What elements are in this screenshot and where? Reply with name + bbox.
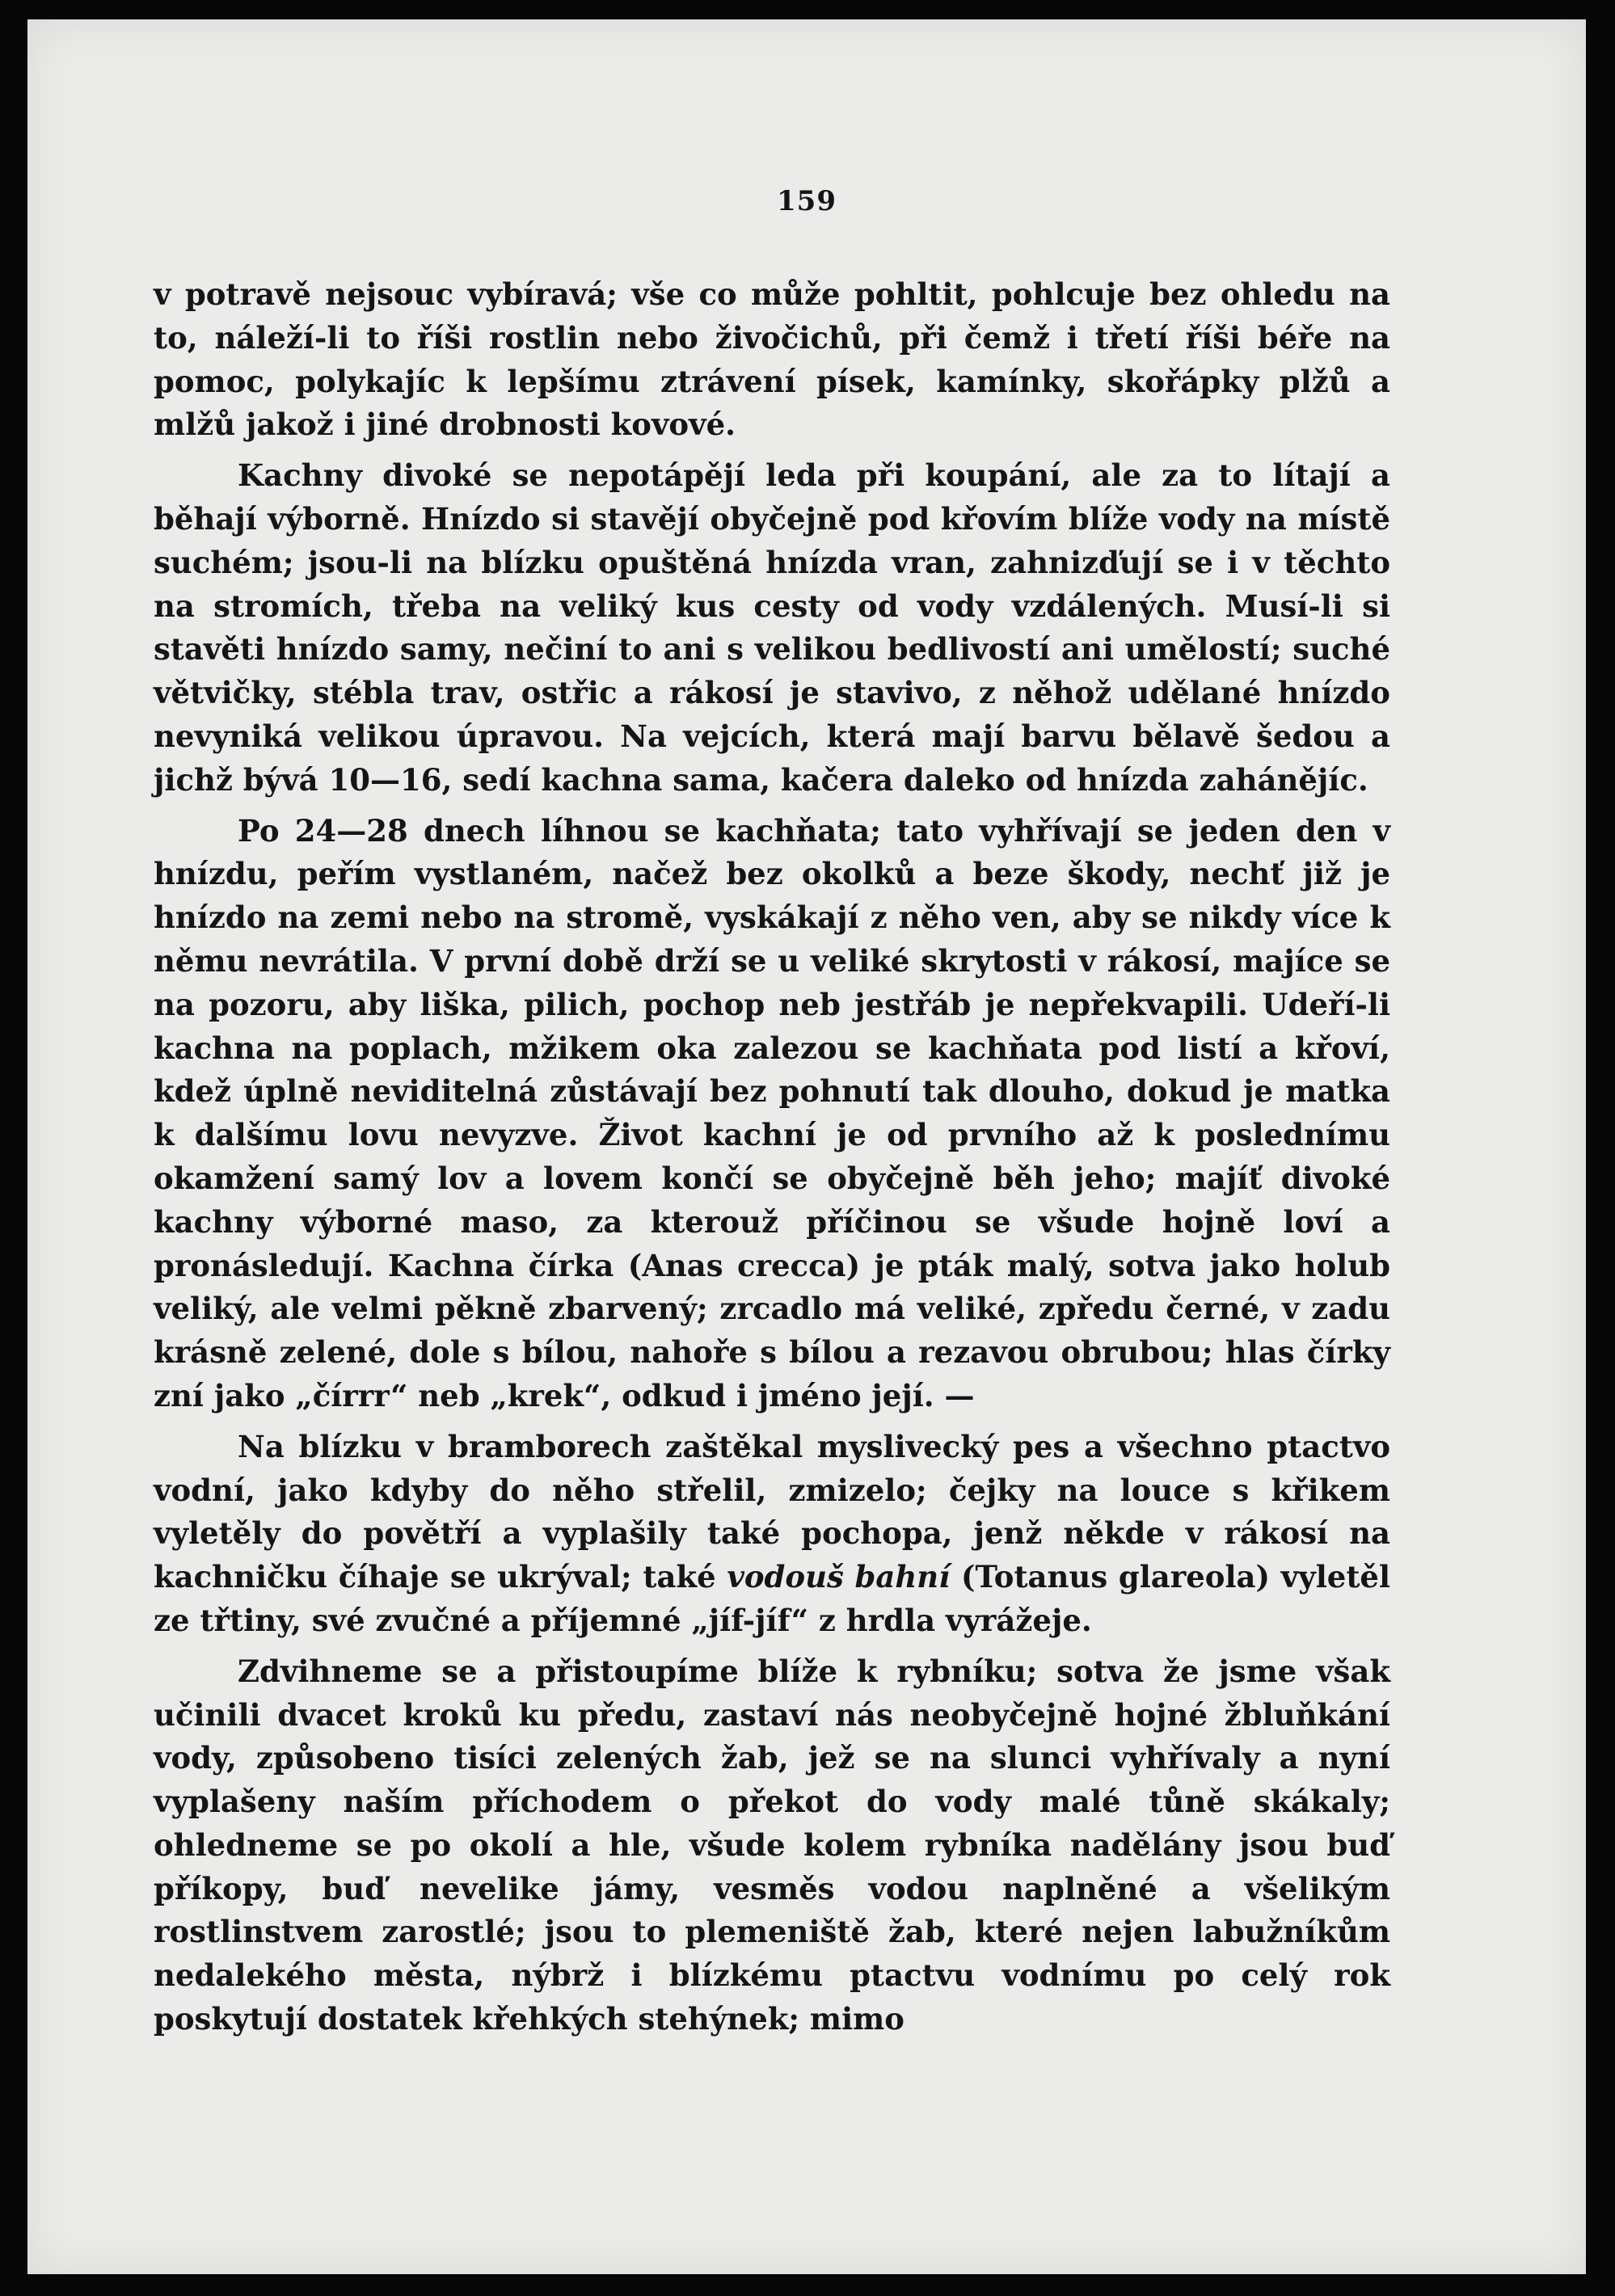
- paragraph-text: Kachny divoké se nepotápějí leda při koupání, ale za to lítají a běhají výborně. Hnízdo si stavějí obyčejně pod křovím blíže vody na místě suchém; jsou-li na blízku opuštěná hnízda vran, zahnizďují se i v těchto na stromích, třeba na veliký kus cesty od vody vzdálených. Musí-li si stavěti hnízdo samy, nečiní to ani s velikou bedlivostí ani umělostí; suché větvičky, stébla trav, ostřic a rákosí je stavivo, z něhož udělané hnízdo nevyniká velikou úpravou. Na vejcích, která mají barvu bělavě šedou a jichž bývá 10—16, sedí kachna sama, kačera daleko od hnízda zahánějíc.: [154, 457, 1390, 798]
- paragraph: [154, 273, 1390, 447]
- paragraph-text: v potravě nejsouc vybíravá; vše co může pohltit, pohlcuje bez ohledu na to, náleží-li to říši rostlin nebo živočichů, při čemž i třetí říši béře na pomoc, polykajíc k lepšímu ztrávení písek, kamínky, skořápky plžů a mlžů jakož i jiné drobnosti kovové.: [154, 276, 1390, 443]
- paragraph: [154, 1650, 1390, 2041]
- paragraph-text: Zdvihneme se a přistoupíme blíže k rybníku; sotva že jsme však učinili dvacet kroků ku předu, zastaví nás neobyčejně hojné žbluňkání vody, způsobeno tisíci zelených žab, jež se na slunci vyhřívaly a nyní vyplašeny naším příchodem o překot do vody malé tůně skákaly; ohledneme se po okolí a hle, všude kolem rybníka nadělány jsou buď příkopy, buď nevelike jámy, vesměs vodou naplněné a všelikým rostlinstvem zarostlé; jsou to plemeniště žab, které nejen labužníkům nedalekého města, nýbrž i blízkému ptactvu vodnímu po celý rok poskytují dostatek křehkých stehýnek; mimo: [154, 1653, 1390, 2037]
- page-number: 159: [777, 185, 837, 217]
- paragraph-text: (Totanus glareola) vyletěl ze třtiny, své zvučné a příjemné „jíf-jíf“ z hrdla vyrážeje.: [154, 1559, 1391, 1638]
- body-text: [154, 273, 1390, 2049]
- paragraph-text: Na blízku v bramborech zaštěkal myslivecký pes a všechno ptactvo vodní, jako kdyby do něho střelil, zmizelo; čejky na louce s křikem vyletěly do povětří a vyplašily také pochopa, jenž někde v rákosí na kachničku číhaje se ukrýval; také: [154, 1428, 1390, 1595]
- paragraph: [154, 1426, 1390, 1643]
- book-page: [27, 19, 1586, 2274]
- italic-term: vodouš bahní: [727, 1559, 951, 1595]
- paragraph-text: Po 24—28 dnech líhnou se kachňata; tato vyhřívají se jeden den v hnízdu, peřím vystlaném, načež bez okolků a beze škody, nechť již je hnízdo na zemi nebo na stromě, vyskákají z něho ven, aby se nikdy více k němu nevrátila. V první době drží se u veliké skrytosti v rákosí, majíce se na pozoru, aby liška, pilich, pochop neb jestřáb je nepřekvapili. Udeří-li kachna na poplach, mžikem oka zalezou se kachňata pod listí a křoví, kdež úplně neviditelná zůstávají bez pohnutí tak dlouho, dokud je matka k dalšímu lovu nevyzve. Život kachní je od prvního až k poslednímu okamžení samý lov a lovem končí se obyčejně běh jeho; majíť divoké kachny výborné maso, za kterouž příčinou se všude hojně loví a pronásledují. Kachna čírka (Anas crecca) je pták malý, sotva jako holub veliký, ale velmi pěkně zbarvený; zrcadlo má veliké, zpředu černé, v zadu krásně zelené, dole s bílou, nahoře s bílou a rezavou obrubou; hlas čírky zní jako „čírrr“ neb „krek“, odkud i jméno její. —: [154, 812, 1390, 1413]
- paragraph: [154, 454, 1390, 802]
- paragraph: [154, 810, 1390, 1418]
